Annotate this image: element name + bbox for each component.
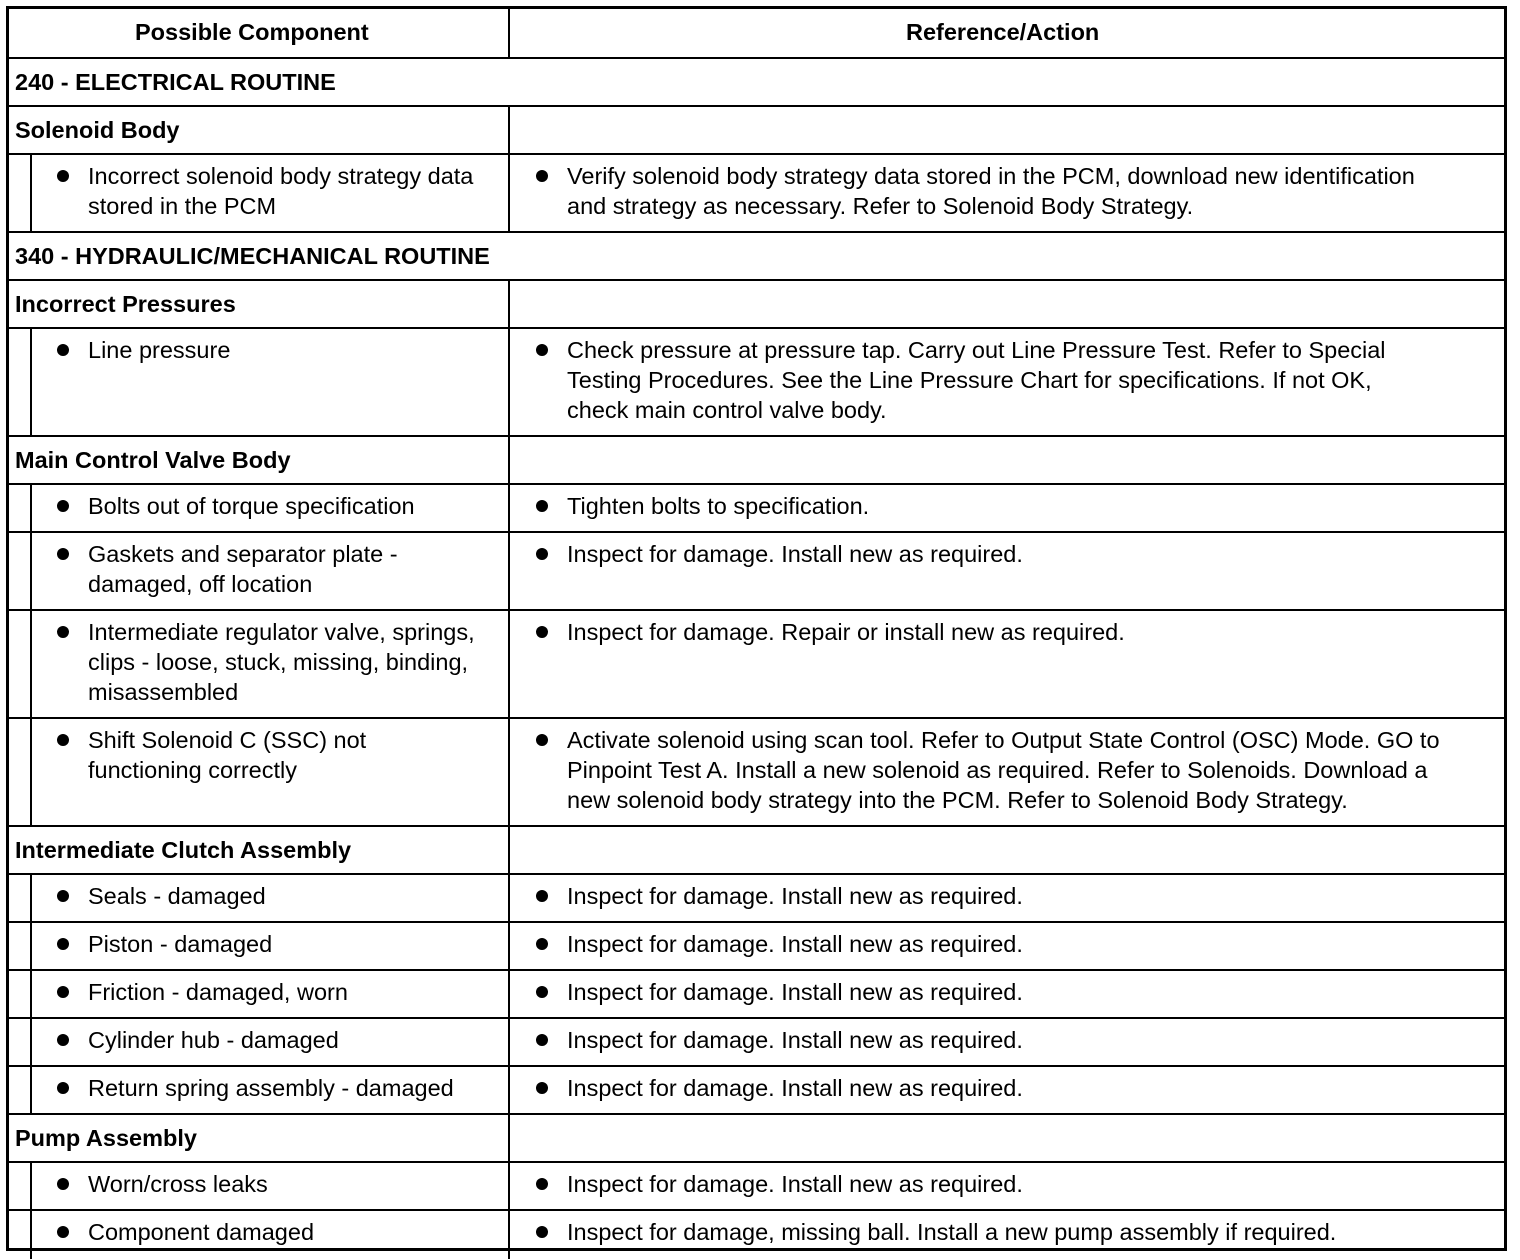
table-row <box>9 327 1504 435</box>
column-divider <box>508 875 510 923</box>
indent-line <box>30 875 32 923</box>
section-title: 340 - HYDRAULIC/MECHANICAL ROUTINE <box>15 243 490 269</box>
action-text: Tighten bolts to specification. <box>567 493 870 519</box>
action-text: Inspect for damage. Install new as required. <box>567 931 1023 957</box>
component-text: Return spring assembly - damaged <box>88 1075 454 1101</box>
component-text: functioning correctly <box>88 757 297 783</box>
action-bullet-icon <box>536 1034 548 1046</box>
action-bullet-icon <box>536 938 548 950</box>
table-row <box>9 717 1504 825</box>
column-divider <box>508 281 510 329</box>
action-bullet-icon <box>536 548 548 560</box>
column-divider <box>508 1163 510 1211</box>
component-text: Shift Solenoid C (SSC) not <box>88 727 367 753</box>
group-row <box>9 1113 1504 1161</box>
action-bullet-icon <box>536 170 548 182</box>
action-text: Verify solenoid body strategy data stored in the PCM, download new identification <box>567 163 1415 189</box>
action-text: Testing Procedures. See the Line Pressure Chart for specifications. If not OK, <box>567 367 1372 393</box>
action-bullet-icon <box>536 734 548 746</box>
component-text: damaged, off location <box>88 571 313 597</box>
component-bullet-icon <box>57 548 69 560</box>
action-text: check main control valve body. <box>567 397 887 423</box>
action-text: Inspect for damage. Install new as required. <box>567 541 1023 567</box>
component-text: Incorrect solenoid body strategy data <box>88 163 474 189</box>
component-text: misassembled <box>88 679 239 705</box>
component-bullet-icon <box>57 890 69 902</box>
component-bullet-icon <box>57 1082 69 1094</box>
component-text: Worn/cross leaks <box>88 1171 268 1197</box>
column-divider <box>508 1211 510 1259</box>
column-divider <box>508 719 510 827</box>
action-text: Inspect for damage. Install new as required. <box>567 883 1023 909</box>
table-row <box>9 153 1504 231</box>
column-divider <box>508 155 510 233</box>
column-divider <box>508 533 510 611</box>
column-divider <box>508 1019 510 1067</box>
action-text: new solenoid body strategy into the PCM. Refer to Solenoid Body Strategy. <box>567 787 1348 813</box>
component-text: Gaskets and separator plate - <box>88 541 398 567</box>
group-title: Solenoid Body <box>15 117 180 143</box>
indent-line <box>30 533 32 611</box>
indent-line <box>30 1163 32 1211</box>
section-row <box>9 57 1504 105</box>
component-text: Intermediate regulator valve, springs, <box>88 619 475 645</box>
component-bullet-icon <box>57 1034 69 1046</box>
table-row <box>9 1017 1504 1065</box>
column-divider <box>508 485 510 533</box>
indent-line <box>30 611 32 719</box>
component-bullet-icon <box>57 626 69 638</box>
action-bullet-icon <box>536 500 548 512</box>
action-bullet-icon <box>536 1178 548 1190</box>
table-row <box>9 531 1504 609</box>
column-divider <box>508 329 510 437</box>
group-title: Pump Assembly <box>15 1125 197 1151</box>
column-divider <box>508 611 510 719</box>
column-divider <box>508 1067 510 1115</box>
action-text: Inspect for damage. Install new as required. <box>567 1027 1023 1053</box>
component-bullet-icon <box>57 986 69 998</box>
column-divider <box>508 107 510 155</box>
indent-line <box>30 719 32 827</box>
group-title: Main Control Valve Body <box>15 447 291 473</box>
component-text: Line pressure <box>88 337 231 363</box>
group-row <box>9 825 1504 873</box>
header-possible-component: Possible Component <box>135 19 369 45</box>
column-divider <box>508 827 510 875</box>
action-text: Pinpoint Test A. Install a new solenoid as required. Refer to Solenoids. Download a <box>567 757 1428 783</box>
component-bullet-icon <box>57 1178 69 1190</box>
action-text: Check pressure at pressure tap. Carry out Line Pressure Test. Refer to Special <box>567 337 1386 363</box>
indent-line <box>30 923 32 971</box>
indent-line <box>30 1067 32 1115</box>
action-bullet-icon <box>536 1082 548 1094</box>
component-text: clips - loose, stuck, missing, binding, <box>88 649 469 675</box>
diagnostic-table <box>6 6 1507 1251</box>
table-row <box>9 969 1504 1017</box>
column-divider <box>508 923 510 971</box>
action-text: Inspect for damage. Install new as required. <box>567 1171 1023 1197</box>
component-text: Bolts out of torque specification <box>88 493 415 519</box>
table-row <box>9 873 1504 921</box>
group-row <box>9 435 1504 483</box>
component-bullet-icon <box>57 500 69 512</box>
action-text: Activate solenoid using scan tool. Refer to Output State Control (OSC) Mode. GO to <box>567 727 1440 753</box>
component-text: Friction - damaged, worn <box>88 979 348 1005</box>
table-header-row <box>9 9 1504 57</box>
action-bullet-icon <box>536 1226 548 1238</box>
column-divider <box>508 437 510 485</box>
component-bullet-icon <box>57 1226 69 1238</box>
component-bullet-icon <box>57 938 69 950</box>
table-row <box>9 609 1504 717</box>
group-title: Intermediate Clutch Assembly <box>15 837 352 863</box>
component-text: Seals - damaged <box>88 883 266 909</box>
indent-line <box>30 1019 32 1067</box>
column-divider <box>508 971 510 1019</box>
action-bullet-icon <box>536 626 548 638</box>
indent-line <box>30 329 32 437</box>
component-text: Piston - damaged <box>88 931 273 957</box>
component-bullet-icon <box>57 170 69 182</box>
component-text: stored in the PCM <box>88 193 277 219</box>
header-reference-action: Reference/Action <box>906 19 1100 45</box>
indent-line <box>30 971 32 1019</box>
component-bullet-icon <box>57 344 69 356</box>
action-bullet-icon <box>536 890 548 902</box>
group-row <box>9 105 1504 153</box>
table-row <box>9 1209 1504 1257</box>
column-divider <box>508 9 510 57</box>
component-text: Cylinder hub - damaged <box>88 1027 339 1053</box>
action-bullet-icon <box>536 344 548 356</box>
component-text: Component damaged <box>88 1219 315 1245</box>
section-title: 240 - ELECTRICAL ROUTINE <box>15 69 336 95</box>
action-text: Inspect for damage. Repair or install new as required. <box>567 619 1125 645</box>
indent-line <box>30 155 32 233</box>
group-row <box>9 279 1504 327</box>
section-row <box>9 231 1504 279</box>
table-row <box>9 1161 1504 1209</box>
table-row <box>9 1065 1504 1113</box>
action-text: Inspect for damage. Install new as required. <box>567 979 1023 1005</box>
action-bullet-icon <box>536 986 548 998</box>
action-text: Inspect for damage, missing ball. Install a new pump assembly if required. <box>567 1219 1337 1245</box>
indent-line <box>30 485 32 533</box>
column-divider <box>508 1115 510 1163</box>
component-bullet-icon <box>57 734 69 746</box>
group-title: Incorrect Pressures <box>15 291 236 317</box>
table-row <box>9 921 1504 969</box>
action-text: and strategy as necessary. Refer to Solenoid Body Strategy. <box>567 193 1194 219</box>
action-text: Inspect for damage. Install new as required. <box>567 1075 1023 1101</box>
indent-line <box>30 1211 32 1259</box>
table-row <box>9 483 1504 531</box>
